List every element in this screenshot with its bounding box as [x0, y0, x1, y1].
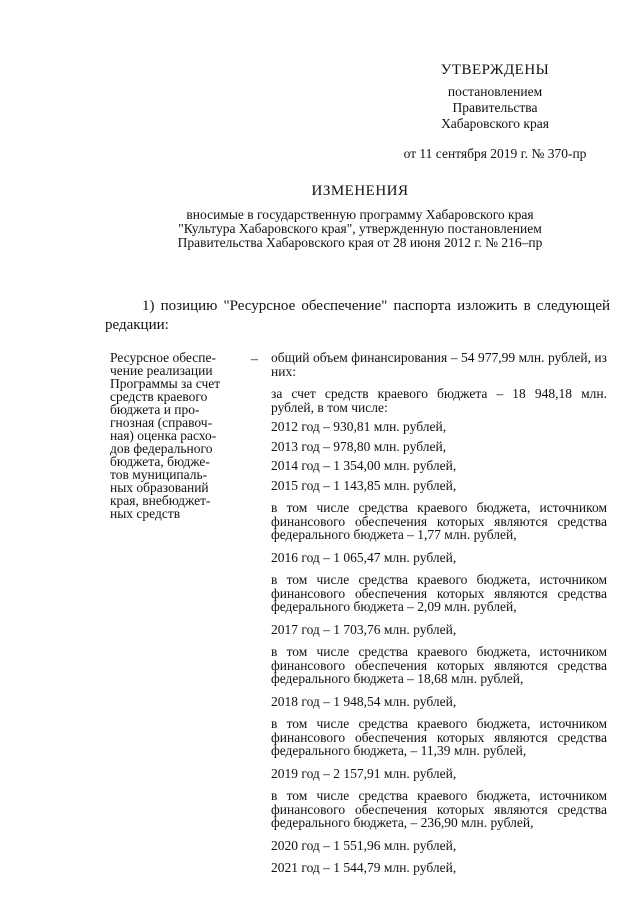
- label-line: дов федерального: [110, 441, 213, 456]
- resource-value-column: [271, 351, 607, 875]
- year-2019: 2019 год – 2 157,91 млн. рублей,: [271, 765, 457, 781]
- year-2014: 2014 год – 1 354,00 млн. рублей,: [271, 458, 457, 473]
- label-line: средств краевого: [110, 389, 208, 404]
- label-line: бюджета, бюдже-: [110, 454, 210, 469]
- approved-line-2: Правительства: [452, 100, 538, 115]
- year-2018: 2018 год – 1 948,54 млн. рублей,: [271, 693, 457, 709]
- label-line: тов муниципаль-: [110, 467, 208, 482]
- year-2012: 2012 год – 930,81 млн. рублей,: [271, 419, 447, 434]
- approved-date: от 11 сентября 2019 г. № 370-пр: [403, 146, 587, 161]
- label-line: ных образований: [110, 480, 209, 495]
- year-2015: 2015 год – 1 143,85 млн. рублей,: [271, 477, 457, 493]
- regional-budget: за счет средств краевого бюджета – 18 948,18 млн. рублей, в том числе:: [271, 386, 607, 415]
- note-2017: в том числе средства краевого бюджета, источником финансового обеспечения которых являются средства федерального бюджета – 18,68 млн. рублей,: [271, 644, 607, 686]
- changes-heading: [120, 183, 600, 250]
- label-line: края, внебюджет-: [110, 493, 211, 508]
- changes-line-3: Правительства Хабаровского края от 28 июня 2012 г. № 216–пр: [177, 235, 543, 250]
- changes-title: ИЗМЕНЕНИЯ: [311, 183, 409, 199]
- separator-dash: –: [251, 352, 258, 367]
- year-2017: 2017 год – 1 703,76 млн. рублей,: [271, 621, 457, 637]
- label-line: гнозная (справоч-: [110, 415, 213, 430]
- approval-stamp: [380, 62, 610, 162]
- label-line: Программы за счет: [110, 376, 221, 391]
- year-2016: 2016 год – 1 065,47 млн. рублей,: [271, 549, 457, 565]
- year-2020: 2020 год – 1 551,96 млн. рублей,: [271, 837, 457, 853]
- note-2015: в том числе средства краевого бюджета, источником финансового обеспечения которых являются средства федерального бюджета – 1,77 млн. рублей,: [271, 500, 607, 542]
- label-line: чение реализации: [110, 363, 213, 378]
- year-2021: 2021 год – 1 544,79 млн. рублей,: [271, 860, 457, 875]
- note-2019: в том числе средства краевого бюджета, источником финансового обеспечения которых являются средства федерального бюджета, – 236,90 млн. рублей,: [271, 788, 607, 830]
- label-line: ных средств: [110, 506, 181, 521]
- intro-paragraph: 1) позицию "Ресурсное обеспечение" паспорта изложить в следующей редакции:: [105, 298, 610, 333]
- approved-line-3: Хабаровского края: [441, 116, 549, 131]
- changes-line-1: вносимые в государственную программу Хабаровского края: [186, 207, 534, 222]
- label-line: бюджета и про-: [110, 402, 200, 417]
- changes-line-2: "Культура Хабаровского края", утвержденную постановлением: [178, 221, 542, 236]
- label-line: ная) оценка расхо-: [110, 428, 217, 443]
- label-line: Ресурсное обеспе-: [110, 350, 216, 365]
- approved-line-1: постановлением: [447, 84, 543, 99]
- resource-label-column: [110, 351, 240, 520]
- approved-title: УТВЕРЖДЕНЫ: [440, 62, 550, 78]
- total-funding: общий объем финансирования – 54 977,99 млн. рублей, из них:: [271, 350, 607, 379]
- note-2018: в том числе средства краевого бюджета, источником финансового обеспечения которых являются средства федерального бюджета, – 11,39 млн. рублей,: [271, 716, 607, 758]
- note-2016: в том числе средства краевого бюджета, источником финансового обеспечения которых являются средства федерального бюджета – 2,09 млн. рублей,: [271, 572, 607, 614]
- year-2013: 2013 год – 978,80 млн. рублей,: [271, 438, 447, 454]
